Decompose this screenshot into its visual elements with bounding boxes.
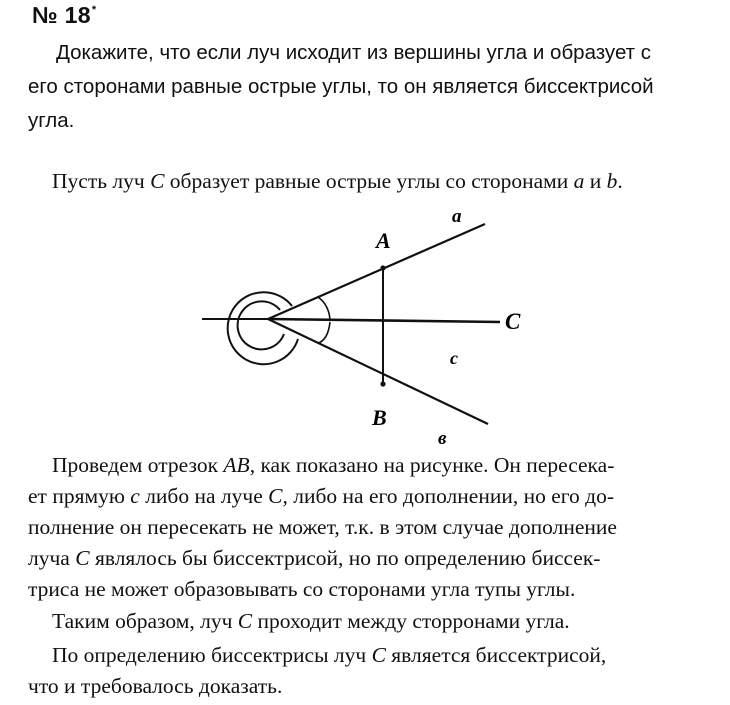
- ray-c-label: C: [268, 484, 283, 508]
- proof-line: [28, 450, 708, 481]
- proof-text: проходит между сторронами угла.: [252, 609, 570, 633]
- label-a: a: [452, 206, 462, 227]
- proof-text: ет прямую: [28, 484, 131, 508]
- reflex-angle-arc-inner: [238, 301, 284, 349]
- conclusion-paragraph: [28, 606, 708, 637]
- intro-text: .: [617, 169, 623, 193]
- proof-line: что и требовалось доказать.: [28, 674, 283, 698]
- difficulty-star: *: [91, 4, 97, 16]
- proof-line: [28, 543, 708, 574]
- label-C: C: [505, 309, 521, 334]
- problem-number-text: № 18: [32, 2, 91, 28]
- ray-c-label: C: [371, 643, 386, 667]
- proof-text: либо на луче: [139, 484, 269, 508]
- side-a-label: a: [573, 169, 585, 193]
- angle-arc-upper: [318, 297, 330, 320]
- side-b-label: b: [606, 169, 618, 193]
- point-b: [380, 381, 385, 386]
- intro-text: Пусть луч: [52, 169, 151, 193]
- ray-c-label: C: [150, 169, 165, 193]
- solution-intro: [28, 166, 708, 197]
- problem-number: [32, 2, 96, 29]
- intro-text: образует равные острые углы со сторонами: [164, 169, 574, 193]
- proof-text: Таким образом, луч: [52, 609, 238, 633]
- proof-text: , либо на его дополнении, но его до-: [282, 484, 615, 508]
- label-B: B: [372, 405, 387, 430]
- ray-c-label: C: [237, 609, 253, 633]
- angle-arc-lower: [318, 322, 330, 343]
- label-A: A: [376, 228, 391, 253]
- proof-text: луча: [28, 546, 76, 570]
- proof-line: [28, 481, 708, 512]
- proof-text: Проведем отрезок: [52, 453, 224, 477]
- label-c: c: [450, 348, 458, 368]
- proof-paragraph: [28, 450, 708, 605]
- proof-line: триса не может образовывать со сторонами угла тупы углы.: [28, 577, 576, 601]
- proof-line: [28, 640, 708, 671]
- segment-ab-label: AB: [223, 453, 250, 477]
- proof-text: По определению биссектрисы луч: [52, 643, 372, 667]
- label-b: в: [438, 428, 447, 449]
- final-paragraph: [28, 640, 708, 702]
- problem-statement: [28, 36, 708, 138]
- task-line: его сторонами равные острые углы, то он является биссектрисой: [28, 75, 654, 98]
- task-line: угла.: [28, 109, 75, 132]
- line-c-label: c: [130, 484, 140, 508]
- proof-text: является биссектрисой,: [385, 643, 607, 667]
- proof-line: полнение он пересекать не может, т.к. в этом случае дополнение: [28, 515, 617, 539]
- proof-text: являлось бы биссектрисой, но по определению биссек-: [89, 546, 601, 570]
- point-a: [380, 265, 385, 270]
- proof-text: , как показано на рисунке. Он пересека-: [249, 453, 615, 477]
- ray-c-label: C: [75, 546, 90, 570]
- angle-figure: [0, 200, 730, 450]
- task-line: Докажите, что если луч исходит из вершины угла и образует с: [56, 41, 652, 64]
- intro-text: и: [584, 169, 607, 193]
